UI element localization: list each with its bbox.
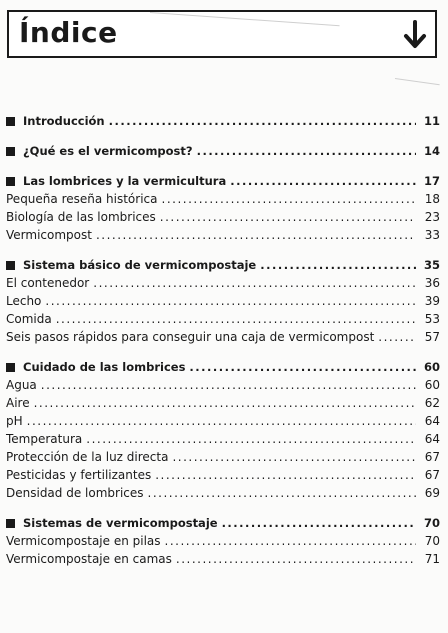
toc-item-row[interactable] [6, 190, 440, 208]
square-bullet-icon [6, 261, 15, 270]
toc-page-number: 11 [423, 114, 440, 128]
toc-entry-label: Cuidado de las lombrices [23, 360, 186, 374]
toc-entry-label: Sistemas de vermicompostaje [23, 516, 218, 530]
dot-leader [109, 112, 416, 130]
dot-leader [189, 358, 416, 376]
dot-leader [165, 532, 416, 550]
dot-leader [176, 550, 416, 568]
toc-page-number: 67 [424, 468, 440, 482]
toc-item-row[interactable] [6, 394, 440, 412]
dot-leader [148, 484, 416, 502]
dot-leader [160, 208, 416, 226]
toc-entry-label: Biología de las lombrices [6, 210, 156, 224]
toc-entry-label: Las lombrices y la vermicultura [23, 174, 227, 188]
toc-page-number: 64 [424, 432, 440, 446]
arrow-down-icon [403, 20, 427, 50]
toc-page-number: 69 [424, 486, 440, 500]
toc-item-row[interactable] [6, 532, 440, 550]
toc-page-number: 35 [423, 258, 440, 272]
square-bullet-icon [6, 117, 15, 126]
toc-page-number: 57 [424, 330, 440, 344]
toc-page-number: 17 [423, 174, 440, 188]
toc-item-row[interactable] [6, 448, 440, 466]
toc-item-row[interactable] [6, 328, 440, 346]
toc-section-row[interactable] [6, 112, 440, 130]
dot-leader [93, 274, 416, 292]
dot-leader [260, 256, 416, 274]
dot-leader [96, 226, 416, 244]
toc-item-row[interactable] [6, 310, 440, 328]
toc-entry-label: El contenedor [6, 276, 90, 290]
section-gap [6, 160, 440, 172]
dot-leader [162, 190, 417, 208]
toc-section-row[interactable] [6, 358, 440, 376]
toc-entry-label: Vermicompost [6, 228, 92, 242]
toc-page-number: 18 [424, 192, 440, 206]
toc-page-number: 71 [424, 552, 440, 566]
toc-item-row[interactable] [6, 376, 440, 394]
dot-leader [27, 412, 416, 430]
table-of-contents [6, 112, 440, 568]
dot-leader [34, 394, 416, 412]
toc-page-number: 67 [424, 450, 440, 464]
toc-entry-label: Protección de la luz directa [6, 450, 169, 464]
toc-page-number: 14 [423, 144, 440, 158]
square-bullet-icon [6, 177, 15, 186]
toc-section-row[interactable] [6, 172, 440, 190]
toc-page-number: 60 [423, 360, 440, 374]
toc-page-number: 23 [424, 210, 440, 224]
toc-item-row[interactable] [6, 550, 440, 568]
toc-page-number: 60 [424, 378, 440, 392]
toc-entry-label: Seis pasos rápidos para conseguir una caja de vermicompost [6, 330, 375, 344]
toc-item-row[interactable] [6, 466, 440, 484]
section-gap [6, 244, 440, 256]
square-bullet-icon [6, 147, 15, 156]
section-gap [6, 130, 440, 142]
toc-entry-label: Introducción [23, 114, 105, 128]
toc-page-number: 33 [424, 228, 440, 242]
toc-section-row[interactable] [6, 256, 440, 274]
toc-item-row[interactable] [6, 412, 440, 430]
print-scuff [395, 78, 440, 85]
toc-entry-label: Vermicompostaje en camas [6, 552, 172, 566]
toc-page-number: 62 [424, 396, 440, 410]
dot-leader [172, 448, 416, 466]
toc-section-row[interactable] [6, 514, 440, 532]
toc-entry-label: Agua [6, 378, 37, 392]
dot-leader [155, 466, 416, 484]
dot-leader [45, 292, 416, 310]
toc-entry-label: Aire [6, 396, 30, 410]
toc-page-number: 70 [424, 534, 440, 548]
toc-item-row[interactable] [6, 226, 440, 244]
toc-entry-label: Lecho [6, 294, 42, 308]
section-gap [6, 502, 440, 514]
toc-section-row[interactable] [6, 142, 440, 160]
toc-entry-label: Sistema básico de vermicompostaje [23, 258, 257, 272]
dot-leader [56, 310, 416, 328]
dot-leader [197, 142, 416, 160]
dot-leader [230, 172, 416, 190]
square-bullet-icon [6, 363, 15, 372]
dot-leader [378, 328, 416, 346]
page-title: Índice [19, 16, 118, 49]
toc-item-row[interactable] [6, 430, 440, 448]
toc-item-row[interactable] [6, 292, 440, 310]
dot-leader [222, 514, 416, 532]
toc-entry-label: Pesticidas y fertilizantes [6, 468, 152, 482]
toc-entry-label: Pequeña reseña histórica [6, 192, 158, 206]
toc-page-number: 64 [424, 414, 440, 428]
toc-entry-label: Comida [6, 312, 52, 326]
dot-leader [41, 376, 416, 394]
section-gap [6, 346, 440, 358]
toc-entry-label: Densidad de lombrices [6, 486, 144, 500]
toc-page-number: 36 [424, 276, 440, 290]
square-bullet-icon [6, 519, 15, 528]
dot-leader [86, 430, 416, 448]
toc-entry-label: Temperatura [6, 432, 83, 446]
toc-page-number: 70 [423, 516, 440, 530]
toc-item-row[interactable] [6, 274, 440, 292]
toc-item-row[interactable] [6, 484, 440, 502]
toc-page-number: 39 [424, 294, 440, 308]
toc-page-number: 53 [424, 312, 440, 326]
toc-item-row[interactable] [6, 208, 440, 226]
toc-entry-label: pH [6, 414, 23, 428]
toc-entry-label: ¿Qué es el vermicompost? [23, 144, 193, 158]
toc-entry-label: Vermicompostaje en pilas [6, 534, 161, 548]
